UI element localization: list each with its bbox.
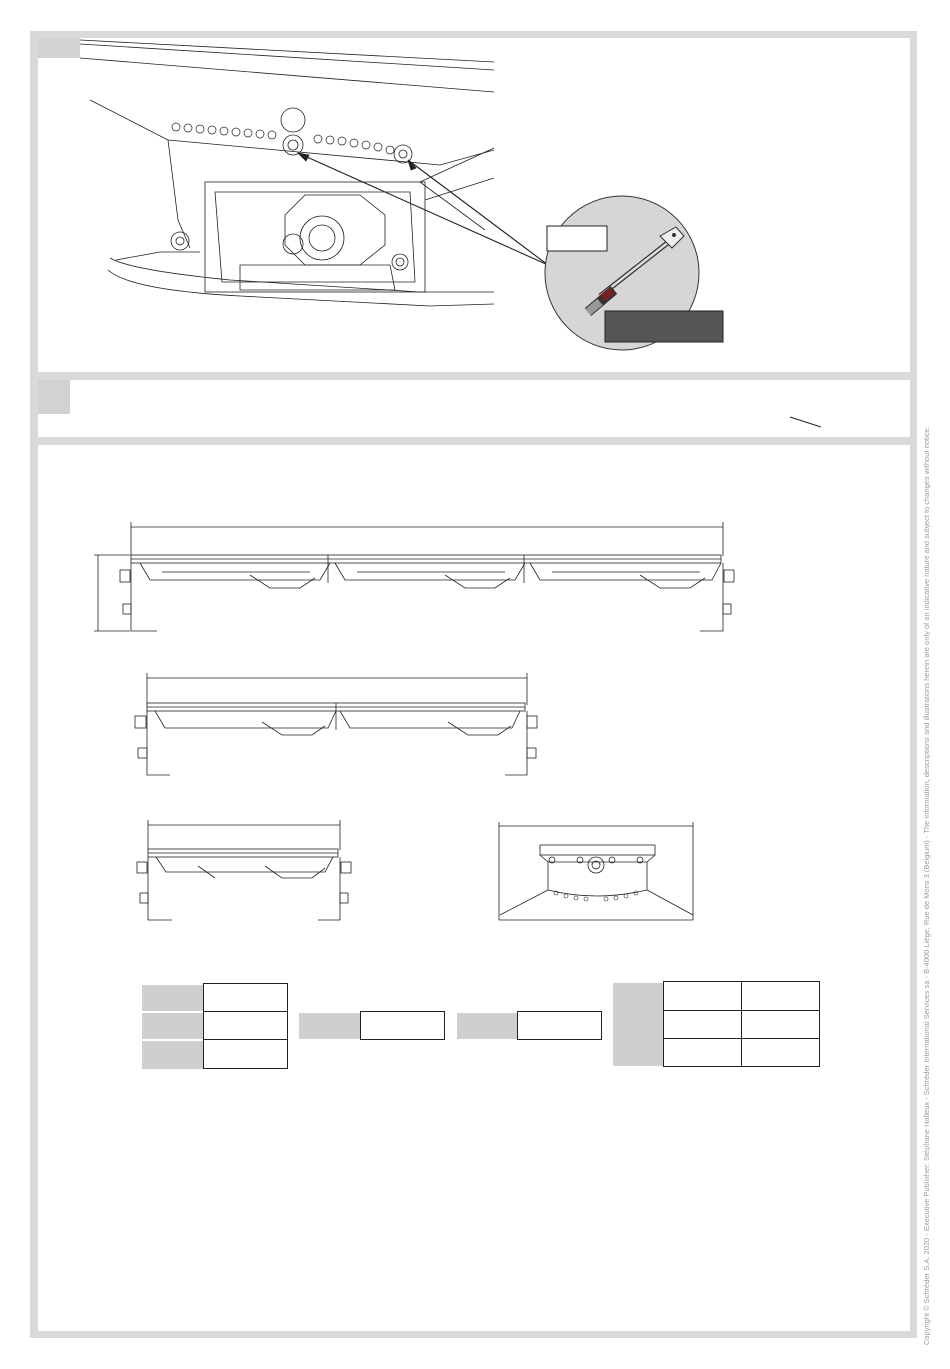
table1-label-3 xyxy=(142,1041,203,1069)
mounting-bracket-drawing xyxy=(499,822,693,920)
table4-cell-1-2 xyxy=(741,981,820,1011)
table1-value-3 xyxy=(203,1039,288,1069)
table1-label-2 xyxy=(142,1013,203,1039)
callout-label-box xyxy=(547,226,607,251)
table4-cell-3-1 xyxy=(663,1038,742,1067)
instruction-mark xyxy=(790,417,821,427)
table4-label xyxy=(613,983,663,1066)
copyright-notice: Copyright © Schréder S.A. 2020 - Executive Publisher: Stéphane Halleux - Schréder International Services sa - B-4000 Liège, Rue de Mons 3 (Belgium) - The information, descriptions and illustrations herein are only of an indicative nature and subject to changes without notice. xyxy=(922,426,931,1345)
table3-label xyxy=(457,1013,518,1039)
table2-label xyxy=(299,1013,360,1039)
luminaire-drawing xyxy=(80,40,494,306)
table4-cell-3-2 xyxy=(741,1038,820,1067)
table4-cell-2-1 xyxy=(663,1010,742,1039)
table4-cell-1-1 xyxy=(663,981,742,1011)
luminaire-3-module-drawing xyxy=(94,522,734,631)
table4-cell-2-2 xyxy=(741,1010,820,1039)
luminaire-1-module-drawing xyxy=(137,820,351,920)
table2-value xyxy=(360,1011,445,1040)
luminaire-2-module-drawing xyxy=(135,673,537,775)
table1-label-1 xyxy=(142,985,203,1011)
table1-value-2 xyxy=(203,1011,288,1040)
torque-value-box xyxy=(605,311,723,342)
table3-value xyxy=(517,1011,602,1040)
table1-value-1 xyxy=(203,983,288,1012)
